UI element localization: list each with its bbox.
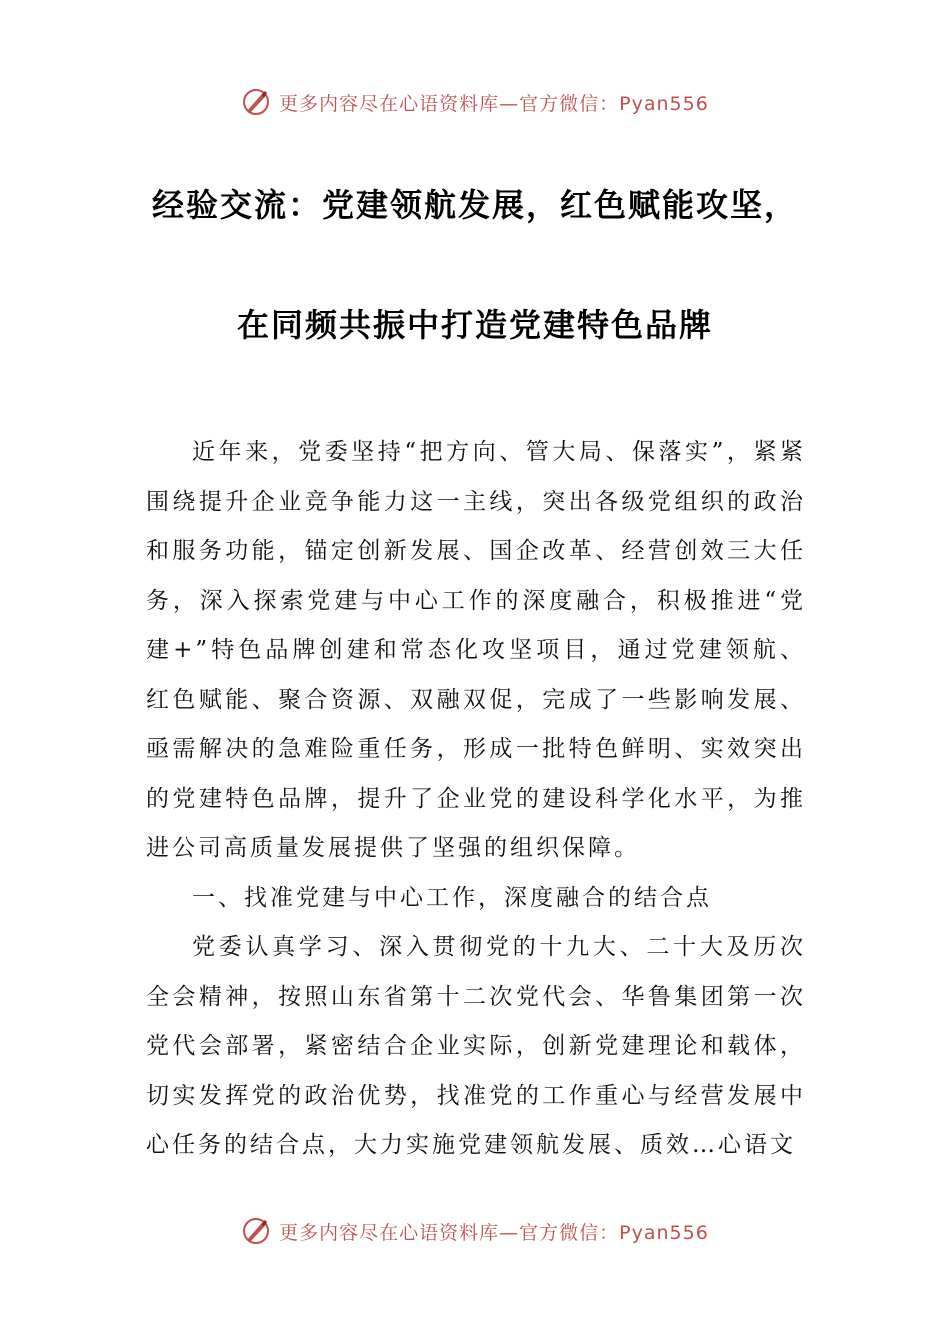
header-banner-text: 更多内容尽在心语资料库—官方微信：Pyan556 <box>279 92 709 115</box>
document-body <box>146 428 806 1171</box>
header-banner <box>0 82 950 122</box>
paragraph-intro: 近年来，党委坚持“把方向、管大局、保落实”，紧紧围绕提升企业竞争能力这一主线，突出各级党组织的政治和服务功能，锚定创新发展、国企改革、经营创效三大任务，深入探索党建与中心工作的深度融合，积极推进“党建+”特色品牌创建和常态化攻坚项目，通过党建领航、红色赋能、聚合资源、双融双促，完成了一些影响发展、亟需解决的急难险重任务，形成一批特色鲜明、实效突出的党建特色品牌，提升了企业党的建设科学化水平，为推进公司高质量发展提供了坚强的组织保障。 <box>146 439 806 861</box>
paragraph-section-1: 党委认真学习、深入贯彻党的十九大、二十大及历次全会精神，按照山东省第十二次党代会、华鲁集团第一次党代会部署，紧密结合企业实际，创新党建理论和载体，切实发挥党的政治优势，找准党的工作重心与经营发展中心任务的结合点，大力实施党建领航发展、质效…心语文 <box>146 934 806 1158</box>
section-heading-1: 一、找准党建与中心工作，深度融合的结合点 <box>192 884 712 911</box>
pen-logo-icon <box>241 87 271 117</box>
document-title-line-2: 在同频共振中打造党建特色品牌 <box>236 306 713 344</box>
footer-banner <box>0 1211 950 1251</box>
document-title-line-1: 经验交流：党建领航发展，红色赋能攻坚， <box>151 186 798 224</box>
pen-logo-icon <box>241 1216 271 1246</box>
footer-banner-text: 更多内容尽在心语资料库—官方微信：Pyan556 <box>279 1221 709 1244</box>
